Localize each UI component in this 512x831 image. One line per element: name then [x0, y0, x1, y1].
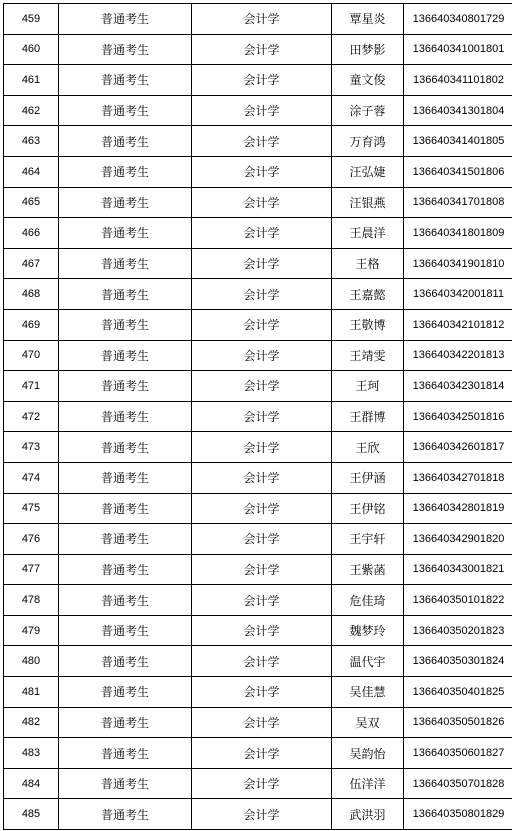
row-number-cell: 469 [4, 309, 59, 340]
table-row [4, 34, 512, 65]
candidate-type-cell: 普通考生 [59, 4, 192, 35]
candidate-type-cell: 普通考生 [59, 707, 192, 738]
exam-id-cell: 136640350301824 [404, 646, 512, 677]
table-row [4, 432, 512, 463]
table-row [4, 524, 512, 555]
exam-id-cell: 136640350101822 [404, 585, 512, 616]
row-number-cell: 472 [4, 401, 59, 432]
candidate-type-cell: 普通考生 [59, 65, 192, 96]
exam-id-cell: 136640341401805 [404, 126, 512, 157]
row-number-cell: 460 [4, 34, 59, 65]
row-number-cell: 484 [4, 768, 59, 799]
major-cell: 会计学 [192, 340, 332, 371]
major-cell: 会计学 [192, 65, 332, 96]
candidate-type-cell: 普通考生 [59, 738, 192, 769]
major-cell: 会计学 [192, 554, 332, 585]
exam-id-cell: 136640350401825 [404, 677, 512, 708]
major-cell: 会计学 [192, 248, 332, 279]
candidate-type-cell: 普通考生 [59, 615, 192, 646]
student-name-cell: 武洪羽 [332, 799, 404, 830]
candidate-type-cell: 普通考生 [59, 156, 192, 187]
row-number-cell: 478 [4, 585, 59, 616]
student-name-cell: 温代宇 [332, 646, 404, 677]
exam-id-cell: 136640340801729 [404, 4, 512, 35]
major-cell: 会计学 [192, 34, 332, 65]
student-name-cell: 涂子蓉 [332, 95, 404, 126]
major-cell: 会计学 [192, 768, 332, 799]
major-cell: 会计学 [192, 187, 332, 218]
major-cell: 会计学 [192, 493, 332, 524]
major-cell: 会计学 [192, 309, 332, 340]
major-cell: 会计学 [192, 218, 332, 249]
student-name-cell: 汪银燕 [332, 187, 404, 218]
table-row [4, 371, 512, 402]
row-number-cell: 477 [4, 554, 59, 585]
candidate-type-cell: 普通考生 [59, 432, 192, 463]
row-number-cell: 466 [4, 218, 59, 249]
row-number-cell: 482 [4, 707, 59, 738]
exam-id-cell: 136640341001801 [404, 34, 512, 65]
exam-id-cell: 136640342501816 [404, 401, 512, 432]
student-name-cell: 王宇轩 [332, 524, 404, 555]
row-number-cell: 459 [4, 4, 59, 35]
exam-id-cell: 136640342201813 [404, 340, 512, 371]
table-row [4, 309, 512, 340]
row-number-cell: 465 [4, 187, 59, 218]
table-row [4, 554, 512, 585]
table-row [4, 707, 512, 738]
student-name-cell: 万育鸿 [332, 126, 404, 157]
row-number-cell: 473 [4, 432, 59, 463]
student-name-cell: 覃星炎 [332, 4, 404, 35]
table-row [4, 615, 512, 646]
candidate-type-cell: 普通考生 [59, 279, 192, 310]
candidate-type-cell: 普通考生 [59, 493, 192, 524]
student-name-cell: 田梦影 [332, 34, 404, 65]
major-cell: 会计学 [192, 646, 332, 677]
exam-id-cell: 136640341901810 [404, 248, 512, 279]
exam-id-cell: 136640342601817 [404, 432, 512, 463]
table-row [4, 4, 512, 35]
exam-id-cell: 136640350501826 [404, 707, 512, 738]
table-row [4, 340, 512, 371]
candidate-type-cell: 普通考生 [59, 95, 192, 126]
row-number-cell: 475 [4, 493, 59, 524]
row-number-cell: 471 [4, 371, 59, 402]
row-number-cell: 461 [4, 65, 59, 96]
candidate-type-cell: 普通考生 [59, 799, 192, 830]
student-name-cell: 危佳琦 [332, 585, 404, 616]
row-number-cell: 483 [4, 738, 59, 769]
table-row [4, 187, 512, 218]
exam-id-cell: 136640341101802 [404, 65, 512, 96]
student-name-cell: 王欣 [332, 432, 404, 463]
major-cell: 会计学 [192, 156, 332, 187]
major-cell: 会计学 [192, 799, 332, 830]
major-cell: 会计学 [192, 738, 332, 769]
candidate-type-cell: 普通考生 [59, 401, 192, 432]
exam-id-cell: 136640350701828 [404, 768, 512, 799]
student-name-cell: 伍洋洋 [332, 768, 404, 799]
student-name-cell: 吴佳慧 [332, 677, 404, 708]
row-number-cell: 467 [4, 248, 59, 279]
candidate-type-cell: 普通考生 [59, 462, 192, 493]
row-number-cell: 485 [4, 799, 59, 830]
student-name-cell: 王紫菡 [332, 554, 404, 585]
table-row [4, 462, 512, 493]
major-cell: 会计学 [192, 4, 332, 35]
table-row [4, 401, 512, 432]
student-name-cell: 王群博 [332, 401, 404, 432]
major-cell: 会计学 [192, 371, 332, 402]
table-row [4, 768, 512, 799]
student-name-cell: 王靖雯 [332, 340, 404, 371]
exam-id-cell: 136640342001811 [404, 279, 512, 310]
table-row [4, 248, 512, 279]
candidate-type-cell: 普通考生 [59, 677, 192, 708]
row-number-cell: 479 [4, 615, 59, 646]
student-name-cell: 童文俊 [332, 65, 404, 96]
table-row [4, 126, 512, 157]
table-row [4, 156, 512, 187]
student-name-cell: 王格 [332, 248, 404, 279]
table-row [4, 646, 512, 677]
table-row [4, 95, 512, 126]
student-name-cell: 汪弘婕 [332, 156, 404, 187]
candidate-type-cell: 普通考生 [59, 371, 192, 402]
candidate-type-cell: 普通考生 [59, 248, 192, 279]
student-name-cell: 王嘉懿 [332, 279, 404, 310]
exam-id-cell: 136640341701808 [404, 187, 512, 218]
table-row [4, 738, 512, 769]
student-name-cell: 王敬博 [332, 309, 404, 340]
exam-id-cell: 136640350201823 [404, 615, 512, 646]
table-row [4, 493, 512, 524]
exam-id-cell: 136640341501806 [404, 156, 512, 187]
major-cell: 会计学 [192, 615, 332, 646]
major-cell: 会计学 [192, 707, 332, 738]
major-cell: 会计学 [192, 585, 332, 616]
exam-id-cell: 136640342901820 [404, 524, 512, 555]
exam-id-cell: 136640350601827 [404, 738, 512, 769]
roster-table [3, 3, 512, 830]
major-cell: 会计学 [192, 126, 332, 157]
candidate-type-cell: 普通考生 [59, 646, 192, 677]
candidate-type-cell: 普通考生 [59, 585, 192, 616]
exam-id-cell: 136640342801819 [404, 493, 512, 524]
candidate-type-cell: 普通考生 [59, 309, 192, 340]
candidate-type-cell: 普通考生 [59, 218, 192, 249]
candidate-type-cell: 普通考生 [59, 126, 192, 157]
major-cell: 会计学 [192, 524, 332, 555]
major-cell: 会计学 [192, 432, 332, 463]
row-number-cell: 464 [4, 156, 59, 187]
student-name-cell: 吴韵怡 [332, 738, 404, 769]
major-cell: 会计学 [192, 462, 332, 493]
exam-id-cell: 136640342101812 [404, 309, 512, 340]
student-name-cell: 王伊铭 [332, 493, 404, 524]
student-name-cell: 王珂 [332, 371, 404, 402]
major-cell: 会计学 [192, 401, 332, 432]
roster-table-body [4, 4, 512, 830]
row-number-cell: 474 [4, 462, 59, 493]
candidate-type-cell: 普通考生 [59, 554, 192, 585]
candidate-type-cell: 普通考生 [59, 524, 192, 555]
exam-id-cell: 136640343001821 [404, 554, 512, 585]
row-number-cell: 476 [4, 524, 59, 555]
row-number-cell: 468 [4, 279, 59, 310]
row-number-cell: 462 [4, 95, 59, 126]
exam-id-cell: 136640341301804 [404, 95, 512, 126]
table-row [4, 65, 512, 96]
table-row [4, 799, 512, 830]
student-name-cell: 吴双 [332, 707, 404, 738]
major-cell: 会计学 [192, 279, 332, 310]
table-row [4, 677, 512, 708]
row-number-cell: 481 [4, 677, 59, 708]
candidate-type-cell: 普通考生 [59, 34, 192, 65]
table-row [4, 585, 512, 616]
exam-id-cell: 136640342301814 [404, 371, 512, 402]
student-name-cell: 王晨洋 [332, 218, 404, 249]
candidate-type-cell: 普通考生 [59, 340, 192, 371]
exam-id-cell: 136640342701818 [404, 462, 512, 493]
major-cell: 会计学 [192, 677, 332, 708]
exam-id-cell: 136640341801809 [404, 218, 512, 249]
student-name-cell: 魏梦玲 [332, 615, 404, 646]
major-cell: 会计学 [192, 95, 332, 126]
row-number-cell: 480 [4, 646, 59, 677]
candidate-type-cell: 普通考生 [59, 187, 192, 218]
candidate-type-cell: 普通考生 [59, 768, 192, 799]
row-number-cell: 463 [4, 126, 59, 157]
table-row [4, 218, 512, 249]
row-number-cell: 470 [4, 340, 59, 371]
table-row [4, 279, 512, 310]
exam-id-cell: 136640350801829 [404, 799, 512, 830]
student-name-cell: 王伊涵 [332, 462, 404, 493]
